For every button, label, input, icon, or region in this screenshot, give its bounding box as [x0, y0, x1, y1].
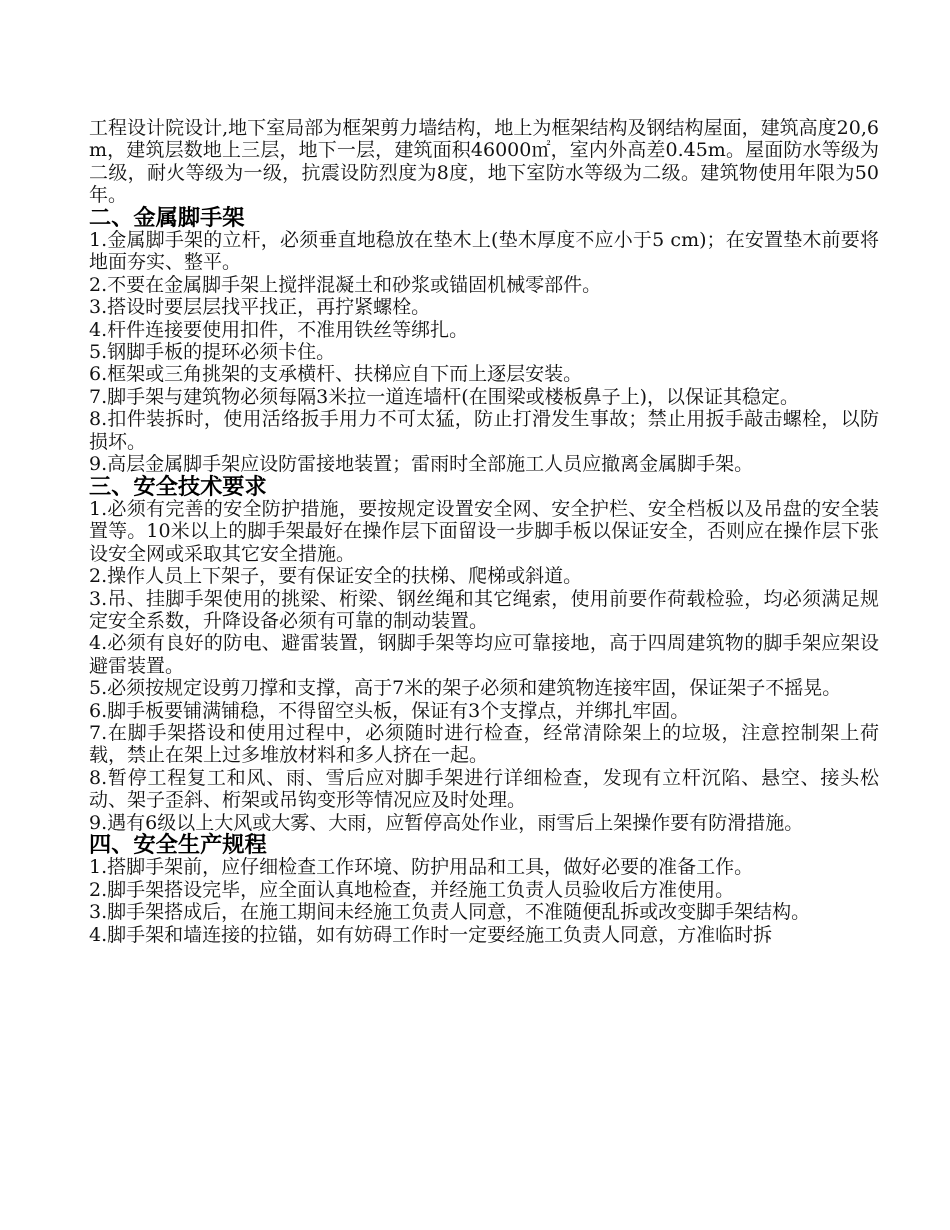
list-item: 5.钢脚手板的提环必须卡住。 [89, 341, 336, 364]
section-heading-production-rules: 四、安全生产规程 [89, 832, 267, 858]
list-item: 6.脚手板要铺满铺稳，不得留空头板，保证有3个支撑点，并绑扎牢固。 [89, 699, 690, 722]
list-item: 1.必须有完善的安全防护措施，要按规定设置安全网、安全护栏、安全档板以及吊盘的安全装置等。10米以上的脚手架最好在操作层下面留设一步脚手板以保证安全，否则应在操作层下张设安全网或采取其它安全措施。 [89, 497, 879, 565]
list-item: 3.搭设时要层层找平找正，再拧紧螺栓。 [89, 296, 431, 319]
list-item: 1.搭脚手架前，应仔细检查工作环境、防护用品和工具，做好必要的准备工作。 [89, 856, 754, 879]
list-item: 3.脚手架搭成后，在施工期间未经施工负责人同意，不准随便乱拆或改变脚手架结构。 [89, 901, 811, 924]
list-item: 2.脚手架搭设完毕，应全面认真地检查，并经施工负责人员验收后方准使用。 [89, 878, 735, 901]
intro-paragraph: 工程设计院设计,地下室局部为框架剪力墙结构，地上为框架结构及钢结构屋面，建筑高度20,6m，建筑层数地上三层，地下一层，建筑面积46000㎡，室内外高差0.45m。屋面防水等级为二级，耐火等级为一级，抗震设防烈度为8度，地下室防水等级为二级。建筑物使用年限为50年。 [89, 117, 879, 207]
list-item: 2.操作人员上下架子，要有保证安全的扶梯、爬梯或斜道。 [89, 565, 583, 588]
list-item: 6.框架或三角挑架的支承横杆、扶梯应自下而上逐层安装。 [89, 363, 583, 386]
list-item: 5.必须按规定设剪刀撑和支撑，高于7米的架子必须和建筑物连接牢固，保证架子不摇晃。 [89, 677, 842, 700]
list-item: 2.不要在金属脚手架上搅拌混凝土和砂浆或锚固机械零部件。 [89, 273, 602, 296]
list-item: 4.脚手架和墙连接的拉锚，如有妨碍工作时一定要经施工负责人同意，方准临时拆 [89, 923, 773, 946]
list-item: 3.吊、挂脚手架使用的挑梁、桁梁、钢丝绳和其它绳索，使用前要作荷载检验，均必须满足规定安全系数，升降设备必须有可靠的制动装置。 [89, 587, 879, 632]
list-item: 8.扣件装拆时，使用活络扳手用力不可太猛，防止打滑发生事故；禁止用扳手敲击螺栓，以防损坏。 [89, 408, 879, 453]
section-heading-metal-scaffold: 二、金属脚手架 [89, 204, 245, 231]
list-item: 4.杆件连接要使用扣件，不准用铁丝等绑扎。 [89, 318, 469, 341]
list-item: 7.脚手架与建筑物必须每隔3米拉一道连墙杆(在围梁或楼板鼻子上)，以保证其稳定。 [89, 385, 800, 408]
list-item: 9.遇有6级以上大风或大雾、大雨，应暂停高处作业，雨雪后上架操作要有防滑措施。 [89, 811, 804, 834]
list-item: 9.高层金属脚手架应设防雷接地装置；雷雨时全部施工人员应撤离金属脚手架。 [89, 453, 754, 476]
document-body [89, 117, 879, 946]
list-item: 4.必须有良好的防电、避雷装置，钢脚手架等均应可靠接地，高于四周建筑物的脚手架应架设避雷装置。 [89, 632, 879, 677]
section-heading-safety-requirements: 三、安全技术要求 [89, 473, 267, 500]
list-item: 1.金属脚手架的立杆，必须垂直地稳放在垫木上(垫木厚度不应小于5 cm)；在安置垫木前要将地面夯实、整平。 [89, 229, 879, 274]
list-item: 8.暂停工程复工和风、雨、雪后应对脚手架进行详细检查，发现有立杆沉陷、悬空、接头松动、架子歪斜、桁架或吊钩变形等情况应及时处理。 [89, 766, 879, 812]
list-item: 7.在脚手架搭设和使用过程中，必须随时进行检查，经常清除架上的垃圾，注意控制架上荷载，禁止在架上过多堆放材料和多人挤在一起。 [89, 721, 879, 767]
